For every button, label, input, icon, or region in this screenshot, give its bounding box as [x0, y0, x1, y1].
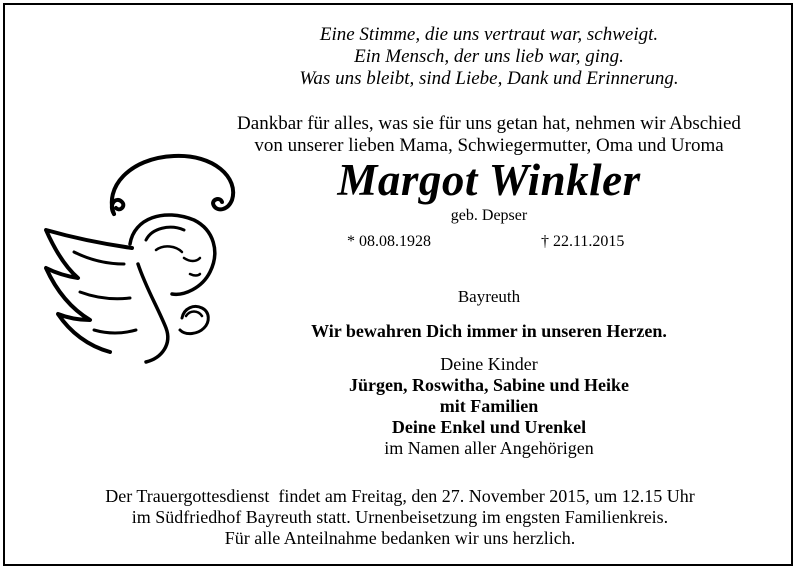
- children-names: Jürgen, Roswitha, Sabine und Heike: [348, 375, 630, 395]
- born-name: geb. Depser: [450, 207, 528, 224]
- motto: Wir bewahren Dich immer in unseren Herzen.: [311, 321, 667, 341]
- city: Bayreuth: [457, 287, 521, 306]
- family-line: mit Familien: [439, 396, 539, 416]
- poem-line: Ein Mensch, der uns lieb war, ging.: [354, 46, 624, 67]
- service-line: Für alle Anteilnahme bedanken wir uns herzlich.: [224, 528, 576, 548]
- service-line: Der Trauergottesdienst findet am Freitag, den 27. November 2015, um 12.15 Uhr: [105, 486, 695, 506]
- family-line: im Namen aller Angehörigen: [384, 438, 594, 458]
- family-line: Deine Kinder: [440, 354, 538, 374]
- service-line: im Südfriedhof Bayreuth statt. Urnenbeisetzung im engsten Familienkreis.: [131, 507, 669, 527]
- intro-text: [178, 113, 800, 157]
- poem: [178, 24, 800, 90]
- intro-line: von unserer lieben Mama, Schwiegermutter, Oma und Uroma: [254, 135, 724, 156]
- birth-date: * 08.08.1928: [347, 233, 431, 250]
- service-info: [0, 486, 800, 549]
- intro-line: Dankbar für alles, was sie für uns getan hat, nehmen wir Abschied: [237, 113, 741, 134]
- death-date: † 22.11.2015: [541, 233, 625, 250]
- poem-line: Was uns bleibt, sind Liebe, Dank und Erinnerung.: [299, 68, 679, 89]
- poem-line: Eine Stimme, die uns vertraut war, schweigt.: [319, 24, 659, 45]
- deceased-name: Margot Winkler: [337, 155, 641, 205]
- family-signature: [178, 354, 800, 459]
- grandchildren-line: Deine Enkel und Urenkel: [391, 417, 587, 437]
